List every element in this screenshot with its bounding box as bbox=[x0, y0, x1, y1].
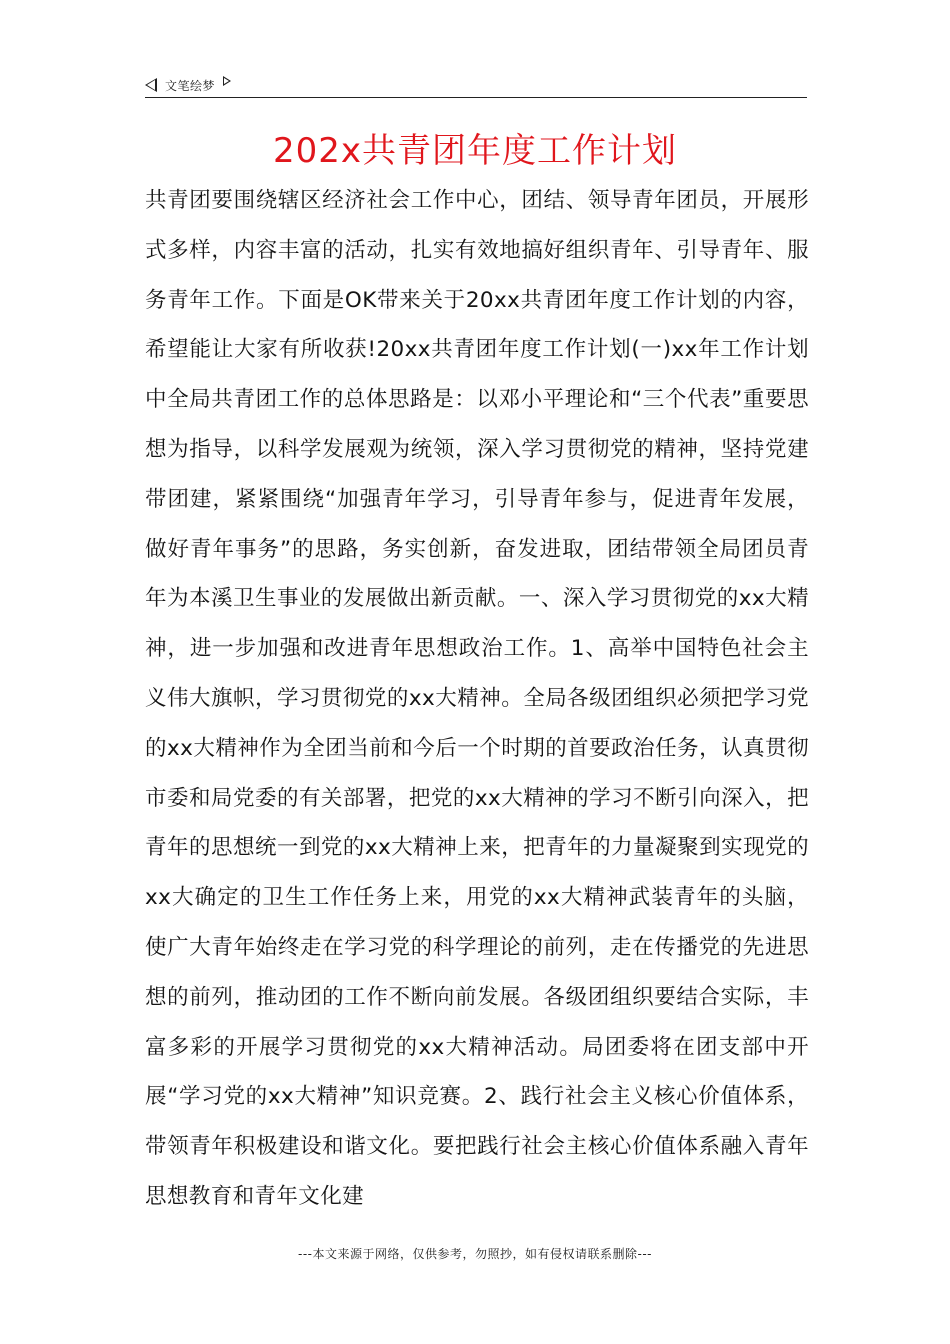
header-divider bbox=[145, 97, 807, 98]
header-brand: 文笔绘梦 bbox=[165, 78, 216, 93]
document-body: 共青团要围绕辖区经济社会工作中心，团结、领导青年团员，开展形式多样，内容丰富的活动，扎实有效地搞好组织青年、引导青年、服务青年工作。下面是OK带来关于20xx共青团年度工作计划的内容，希望能让大家有所收获!20xx共青团年度工作计划(一)xx年工作计划中全局共青团工作的总体思路是：以邓小平理论和“三个代表”重要思想为指导，以科学发展观为统领，深入学习贯彻党的精神，坚持党建带团建，紧紧围绕“加强青年学习，引导青年参与，促进青年发展，做好青年事务”的思路，务实创新，奋发进取，团结带领全局团员青年为本溪卫生事业的发展做出新贡献。一、深入学习贯彻党的xx大精神，进一步加强和改进青年思想政治工作。1、高举中国特色社会主义伟大旗帜，学习贯彻党的xx大精神。全局各级团组织必须把学习党的xx大精神作为全团当前和今后一个时期的首要政治任务，认真贯彻市委和局党委的有关部署，把党的xx大精神的学习不断引向深入，把青年的思想统一到党的xx大精神上来，把青年的力量凝聚到实现党的xx大确定的卫生工作任务上来，用党的xx大精神武装青年的头脑，使广大青年始终走在学习党的科学理论的前列，走在传播党的先进思想的前列，推动团的工作不断向前发展。各级团组织要结合实际，丰富多彩的开展学习贯彻党的xx大精神活动。局团委将在团支部中开展“学习党的xx大精神”知识竞赛。2、践行社会主义核心价值体系，带领青年积极建设和谐文化。要把践行社会主核心价值体系融入青年思想教育和青年文化建 bbox=[145, 188, 809, 1209]
triangle-left-icon bbox=[145, 78, 157, 92]
page-header bbox=[145, 74, 807, 96]
document-title: 202x共青团年度工作计划 bbox=[272, 131, 678, 171]
triangle-right-icon bbox=[223, 76, 231, 86]
footer-disclaimer: ---本文来源于网络，仅供参考，勿照抄，如有侵权请联系删除--- bbox=[298, 1247, 652, 1261]
